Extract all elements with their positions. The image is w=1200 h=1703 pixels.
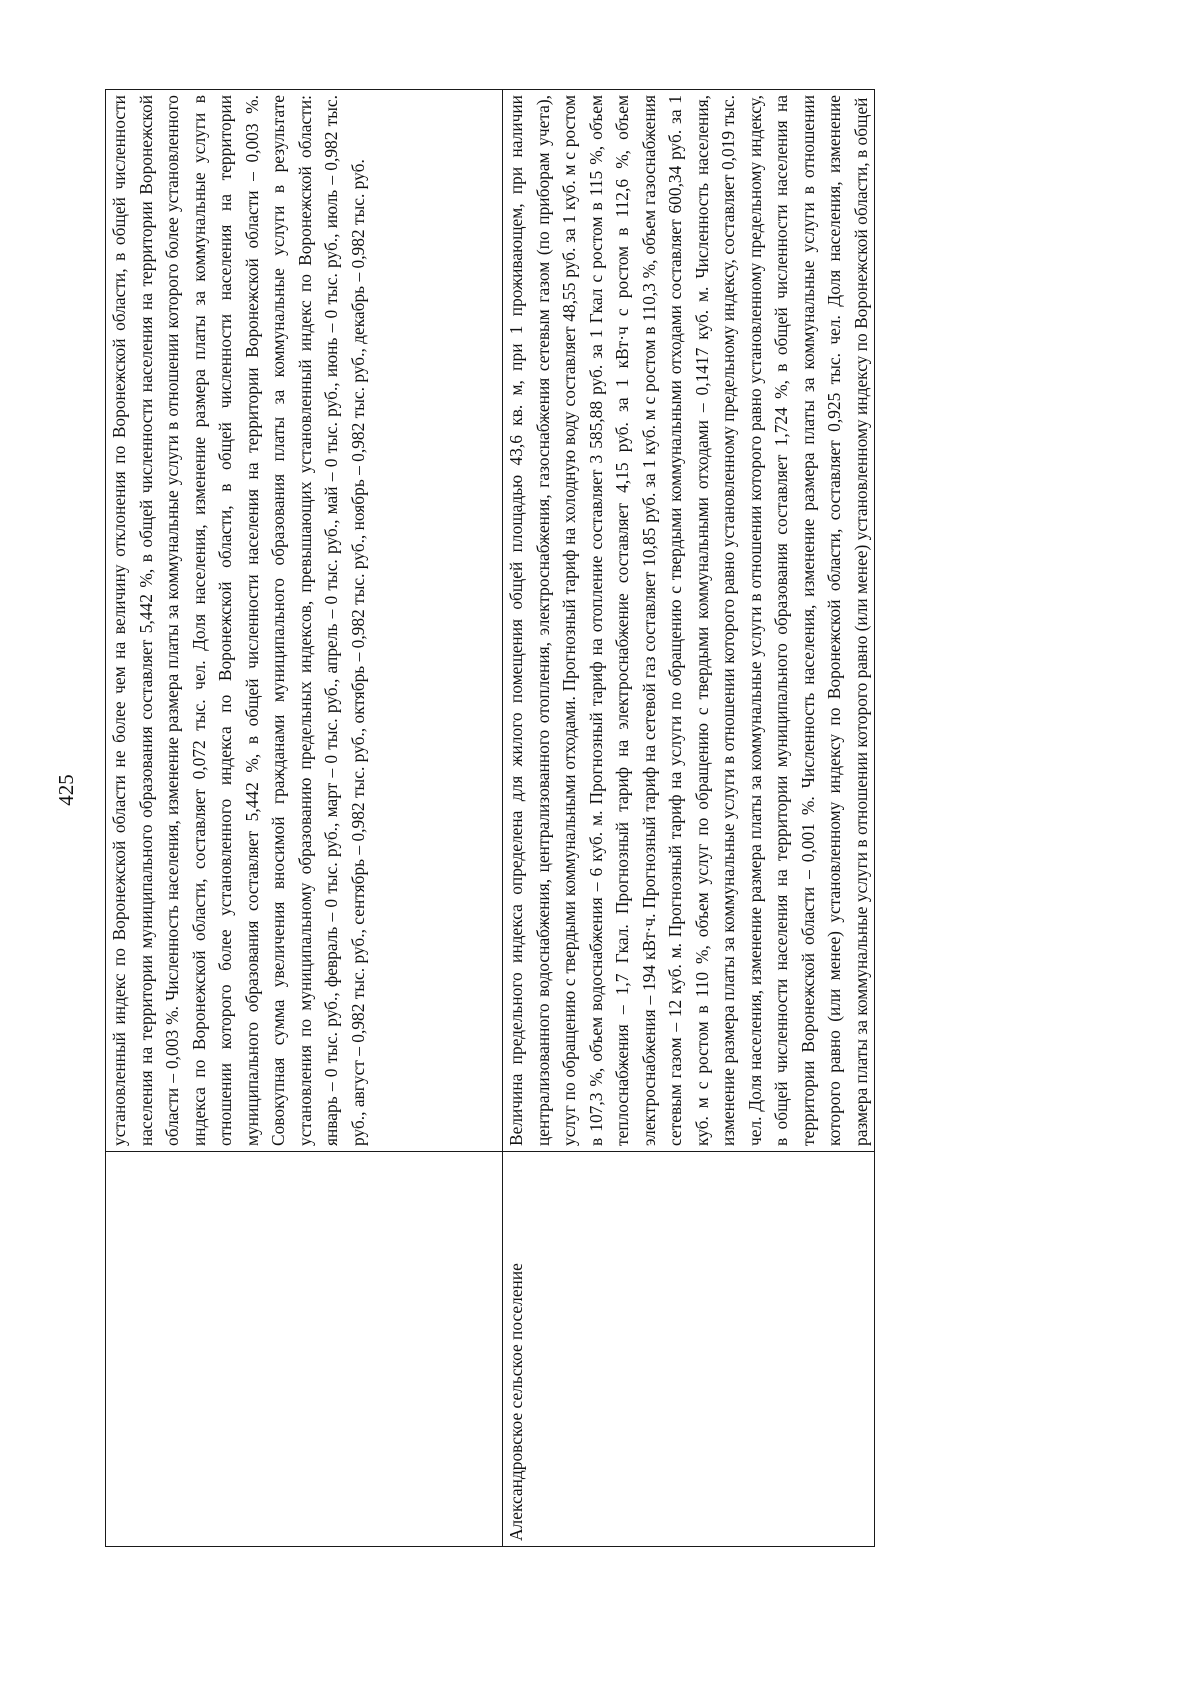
rotated-table-container — [105, 90, 1080, 1547]
index-description-cell: Величина предельного индекса определена для жилого помещения общей площадью 43,6 кв. м, при 1 проживающем, при наличии централизованного водоснабжения, централизованного отопления, электроснабжения, газоснабжения сетевым газом (по приборам учета), услуг по обращению с твердыми коммунальными отходами. Прогнозный тариф на холодную воду составляет 48,55 руб. за 1 куб. м с ростом в 107,3 %, объем водоснабжения – 6 куб. м. Прогнозный тариф на отопление составляет 3 585,88 руб. за 1 Гкал с ростом в 115 %, объем теплоснабжения – 1,7 Гкал. Прогнозный тариф на электроснабжение составляет 4,15 руб. за 1 кВт·ч с ростом в 112,6 %, объем электроснабжения – 194 кВт·ч. Прогнозный тариф на сетевой газ составляет 10,85 руб. за 1 куб. м с ростом в 110,3 %, объем газоснабжения сетевым газом – 12 куб. м. Прогнозный тариф на услуги по обращению с твердыми коммунальными отходами составляет 600,34 руб. за 1 куб. м с ростом в 110 %, объем услуг по обращению с твердыми коммунальными отходами – 0,1417 куб. м. Численность населения, изменение размера платы за коммунальные услуги в отношении которого равно установленному предельному индексу, составляет 0,019 тыс. чел. Доля населения, изменение размера платы за коммунальные услуги в отношении которого равно установленному предельному индексу, в общей численности населения на территории муниципального образования составляет 1,724 %, в общей численности населения на территории Воронежской области – 0,001 %. Численность населения, изменение размера платы за коммунальные услуги в отношении которого равно (или менее) установленному индексу по Воронежской области, составляет 0,925 тыс. чел. Доля населения, изменение размера платы за коммунальные услуги в отношении которого равно (или менее) установленному индексу по Воронежской области, в общей — [503, 90, 875, 1152]
table-row — [106, 90, 503, 1547]
index-description-cell: установленный индекс по Воронежской области не более чем на величину отклонения по Воронежской области, в общей численности населения на территории муниципального образования составляет 5,442 %, в общей численности населения на территории Воронежской области – 0,003 %. Численность населения, изменение размера платы за коммунальные услуги в отношении которого более установленного индекса по Воронежской области, составляет 0,072 тыс. чел. Доля населения, изменение размера платы за коммунальные услуги в отношении которого более установленного индекса по Воронежской области, в общей численности населения на территории муниципального образования составляет 5,442 %, в общей численности населения на территории Воронежской области – 0,003 %. Совокупная сумма увеличения вносимой гражданами муниципального образования платы за коммунальные услуги в результате установления по муниципальному образованию предельных индексов, превышающих установленный индекс по Воронежской области: январь – 0 тыс. руб., февраль – 0 тыс. руб., март – 0 тыс. руб., апрель – 0 тыс. руб., май – 0 тыс. руб., июнь – 0 тыс. руб., июль – 0,982 тыс. руб., август – 0,982 тыс. руб., сентябрь – 0,982 тыс. руб., октябрь – 0,982 тыс. руб., ноябрь – 0,982 тыс. руб., декабрь – 0,982 тыс. руб. — [106, 90, 503, 1152]
municipality-name-cell — [106, 1152, 503, 1547]
document-table — [105, 89, 875, 1547]
page-number: 425 — [54, 774, 78, 806]
table-row — [503, 90, 875, 1547]
municipality-name-cell: Александровское сельское поселение — [503, 1152, 875, 1547]
